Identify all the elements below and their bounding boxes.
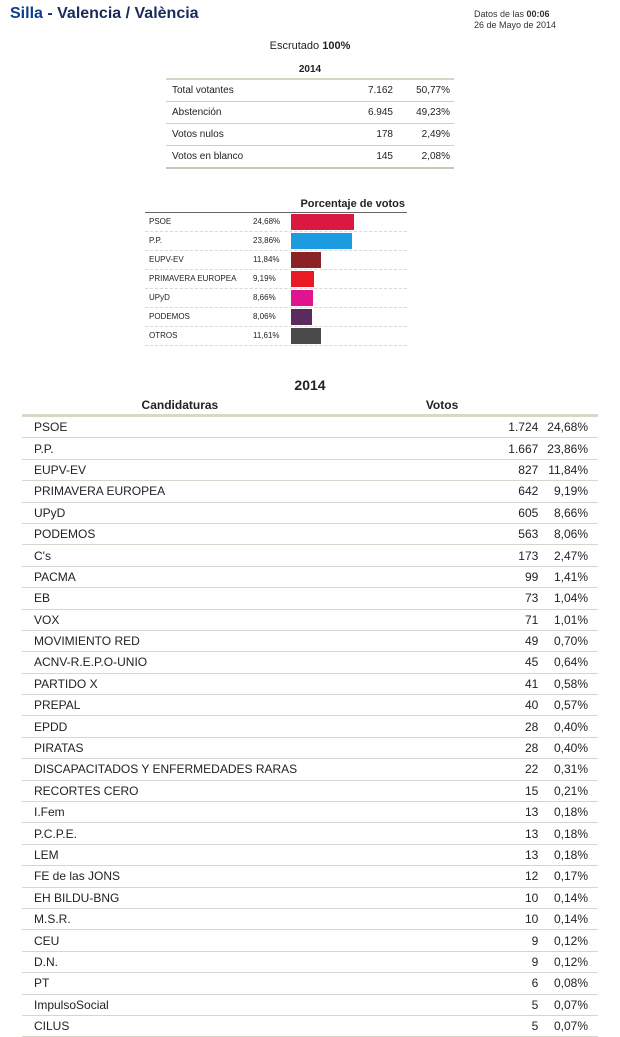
candidate-name: EPDD [22,716,338,737]
table-row [22,887,598,908]
candidate-name: MOVIMIENTO RED [22,630,338,651]
candidate-pct: 11,84% [546,459,598,480]
scrutiny-status [0,40,620,52]
candidate-votes: 15 [338,780,547,801]
chart-bar [291,214,354,230]
candidate-votes: 563 [338,523,547,544]
candidate-pct: 9,19% [546,481,598,502]
chart-category-label: P.P. [149,236,163,245]
table-row [22,630,598,651]
candidate-votes: 10 [338,908,547,929]
page-title [10,5,199,23]
summary-value: 178 [333,124,397,146]
chart-rows [145,213,407,346]
table-row [22,823,598,844]
update-date: 26 de Mayo de 2014 [474,20,557,30]
summary-value: 6.945 [333,102,397,124]
candidate-name: ImpulsoSocial [22,994,338,1015]
table-row [22,844,598,865]
candidate-name: PSOE [22,416,338,438]
candidate-pct: 0,31% [546,759,598,780]
city-name: Silla [10,5,43,22]
table-row [22,695,598,716]
candidate-pct: 24,68% [546,416,598,438]
chart-value-label: 23,86% [253,236,281,245]
candidate-name: EH BILDU-BNG [22,887,338,908]
candidate-pct: 0,58% [546,673,598,694]
candidate-votes: 827 [338,459,547,480]
candidate-pct: 0,12% [546,951,598,972]
summary-value: 7.162 [333,79,397,102]
table-row [22,908,598,929]
summary-pct: 49,23% [397,102,454,124]
col-pct [546,396,598,416]
candidate-pct: 0,07% [546,1015,598,1036]
table-row [22,588,598,609]
chart-bar [291,252,321,268]
table-row [22,780,598,801]
candidate-pct: 0,08% [546,973,598,994]
candidate-votes: 6 [338,973,547,994]
table-row [22,459,598,480]
candidate-name: D.N. [22,951,338,972]
candidate-votes: 49 [338,630,547,651]
candidate-votes: 12 [338,866,547,887]
summary-pct: 50,77% [397,79,454,102]
candidate-votes: 13 [338,802,547,823]
candidate-votes: 45 [338,652,547,673]
candidate-pct: 0,40% [546,737,598,758]
chart-title: Porcentaje de votos [145,198,407,213]
summary-label: Total votantes [166,79,333,102]
results-table [22,396,598,1037]
candidate-name: P.C.P.E. [22,823,338,844]
candidate-votes: 71 [338,609,547,630]
table-row [22,759,598,780]
candidate-name: CILUS [22,1015,338,1036]
results-year: 2014 [294,377,326,393]
candidate-pct: 0,18% [546,844,598,865]
candidate-votes: 9 [338,930,547,951]
chart-category-label: OTROS [149,331,178,340]
candidate-pct: 0,14% [546,887,598,908]
chart-bar [291,271,314,287]
candidate-name: CEU [22,930,338,951]
table-row [22,438,598,459]
col-votos: Votos [338,396,547,416]
table-row [22,1015,598,1036]
chart-value-label: 9,19% [253,274,276,283]
candidate-name: PACMA [22,566,338,587]
candidate-votes: 5 [338,1015,547,1036]
chart-category-label: PRIMAVERA EUROPEA [149,274,237,283]
candidate-name: PREPAL [22,695,338,716]
candidate-pct: 1,01% [546,609,598,630]
col-candidaturas: Candidaturas [22,396,338,416]
candidate-votes: 13 [338,823,547,844]
candidate-votes: 28 [338,716,547,737]
summary-label: Votos en blanco [166,146,333,169]
region-name: Valencia / València [57,5,199,22]
chart-row [145,270,407,289]
candidate-pct: 2,47% [546,545,598,566]
candidate-name: ACNV-R.E.P.O-UNIO [22,652,338,673]
candidate-name: EB [22,588,338,609]
candidate-pct: 0,14% [546,908,598,929]
candidate-votes: 22 [338,759,547,780]
candidate-votes: 13 [338,844,547,865]
candidate-pct: 0,07% [546,994,598,1015]
chart-value-label: 11,84% [253,255,280,264]
chart-category-label: UPyD [149,293,170,302]
candidate-pct: 8,66% [546,502,598,523]
candidate-name: FE de las JONS [22,866,338,887]
chart-category-label: PSOE [149,217,172,226]
candidate-name: M.S.R. [22,908,338,929]
candidate-pct: 0,64% [546,652,598,673]
table-row [22,523,598,544]
table-row [22,973,598,994]
candidate-votes: 28 [338,737,547,758]
candidate-name: PT [22,973,338,994]
table-row [22,930,598,951]
candidate-votes: 9 [338,951,547,972]
candidate-pct: 23,86% [546,438,598,459]
candidate-name: EUPV-EV [22,459,338,480]
candidate-name: PRIMAVERA EUROPEA [22,481,338,502]
candidate-name: LEM [22,844,338,865]
summary-value: 145 [333,146,397,169]
candidate-name: PARTIDO X [22,673,338,694]
candidate-pct: 0,21% [546,780,598,801]
chart-bar [291,290,313,306]
chart-value-label: 24,68% [253,217,281,226]
summary-pct: 2,49% [397,124,454,146]
candidate-votes: 1.724 [338,416,547,438]
candidate-pct: 1,41% [546,566,598,587]
table-row [22,502,598,523]
chart-category-label: EUPV-EV [149,255,184,264]
summary-pct: 2,08% [397,146,454,169]
chart-row [145,289,407,308]
candidate-name: PODEMOS [22,523,338,544]
candidate-name: PIRATAS [22,737,338,758]
candidate-name: RECORTES CERO [22,780,338,801]
chart-row [145,308,407,327]
table-row [22,866,598,887]
candidate-votes: 73 [338,588,547,609]
candidate-name: DISCAPACITADOS Y ENFERMEDADES RARAS [22,759,338,780]
chart-row [145,213,407,232]
candidate-pct: 1,04% [546,588,598,609]
update-info [474,9,556,31]
chart-bar [291,233,352,249]
candidate-votes: 10 [338,887,547,908]
title-separator: - [42,5,58,22]
chart-row [145,327,407,346]
update-time-line [474,9,556,20]
candidate-pct: 0,40% [546,716,598,737]
candidate-votes: 173 [338,545,547,566]
candidate-votes: 605 [338,502,547,523]
scrutiny-label: Escrutado [269,40,323,52]
chart-row [145,251,407,270]
table-row [22,652,598,673]
summary-label: Abstención [166,102,333,124]
summary-label: Votos nulos [166,124,333,146]
summary-table [166,60,454,169]
candidate-name: P.P. [22,438,338,459]
candidate-votes: 99 [338,566,547,587]
candidate-name: I.Fem [22,802,338,823]
table-row [22,545,598,566]
table-row [22,716,598,737]
chart-value-label: 11,61% [253,331,280,340]
candidate-name: UPyD [22,502,338,523]
summary-row [166,124,454,146]
summary-row [166,146,454,169]
candidate-name: C's [22,545,338,566]
chart-category-label: PODEMOS [149,312,190,321]
candidate-votes: 5 [338,994,547,1015]
results-body [22,416,598,1037]
summary-body [166,79,454,168]
table-row [22,609,598,630]
table-row [22,416,598,438]
table-row [22,737,598,758]
table-row [22,994,598,1015]
candidate-votes: 642 [338,481,547,502]
vote-percentage-chart [145,198,407,346]
table-row [22,481,598,502]
candidate-pct: 0,18% [546,823,598,844]
table-row [22,673,598,694]
candidate-votes: 40 [338,695,547,716]
chart-value-label: 8,06% [253,312,276,321]
candidate-pct: 0,70% [546,630,598,651]
update-prefix: Datos de las [474,9,527,19]
candidate-name: VOX [22,609,338,630]
table-row [22,802,598,823]
candidate-pct: 0,18% [546,802,598,823]
candidate-pct: 0,17% [546,866,598,887]
summary-year: 2014 [166,60,454,79]
scrutiny-value: 100% [322,40,351,52]
chart-value-label: 8,66% [253,293,276,302]
candidate-pct: 0,12% [546,930,598,951]
chart-bar [291,328,321,344]
summary-row [166,79,454,102]
candidate-votes: 1.667 [338,438,547,459]
chart-bar [291,309,312,325]
table-row [22,566,598,587]
candidate-votes: 41 [338,673,547,694]
candidate-pct: 8,06% [546,523,598,544]
candidate-pct: 0,57% [546,695,598,716]
summary-row [166,102,454,124]
update-time: 00:06 [526,9,550,19]
chart-row [145,232,407,251]
table-row [22,951,598,972]
